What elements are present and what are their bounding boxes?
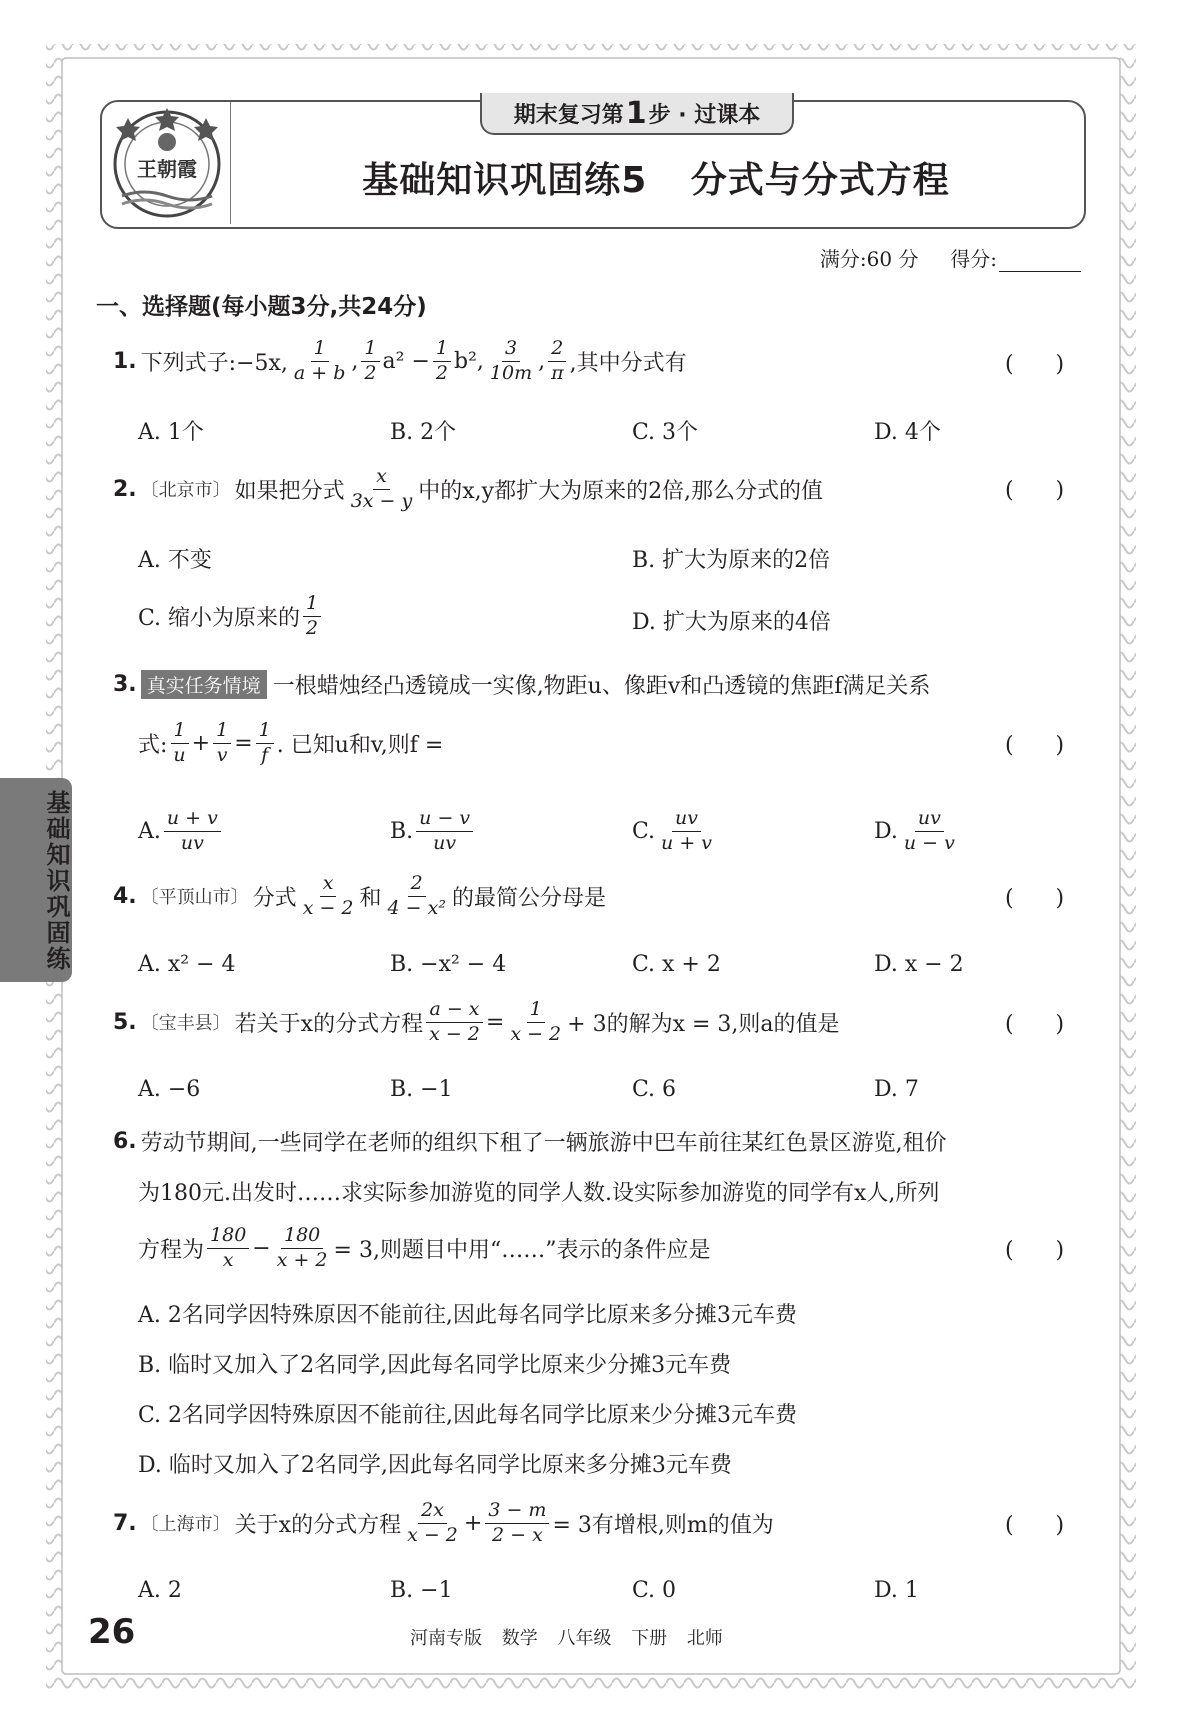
fraction xyxy=(548,338,567,385)
question-text: ,其中分式有 xyxy=(569,350,687,376)
numerator: 1 xyxy=(303,593,321,617)
fraction xyxy=(416,808,473,855)
option-a[interactable] xyxy=(138,808,224,855)
numerator: 3 xyxy=(502,338,520,362)
option-c[interactable]: C. 2名同学因特殊原因不能前往,因此每名同学比原来少分摊3元车费 xyxy=(138,1403,798,1428)
answer-blank[interactable]: ( ) xyxy=(1005,1238,1065,1263)
numerator: x xyxy=(320,873,337,897)
numerator: 2x xyxy=(418,1500,447,1524)
question-text: 式: xyxy=(138,732,168,758)
question-text: 中的x,y都扩大为原来的2倍,那么分式的值 xyxy=(418,478,824,504)
source-tag: 〔平顶山市〕 xyxy=(140,887,249,909)
answer-blank[interactable]: ( ) xyxy=(1005,733,1065,758)
question-number: 5. xyxy=(113,1009,137,1035)
denominator: x − 2 xyxy=(429,1022,480,1045)
question-text: . 已知u和v,则f = xyxy=(276,732,444,758)
fraction xyxy=(385,873,449,920)
fraction xyxy=(164,808,221,855)
question-number: 2. xyxy=(113,476,137,502)
option-c[interactable]: C. x + 2 xyxy=(632,952,721,977)
question-2 xyxy=(113,466,823,513)
numerator: 3 − m xyxy=(485,1500,549,1524)
fraction xyxy=(433,338,451,385)
section-title: 一、选择题(每小题3分,共24分) xyxy=(96,294,427,320)
question-text: 若关于x的分式方程 xyxy=(234,1011,424,1037)
question-6-line-3 xyxy=(138,1225,710,1272)
operator: + xyxy=(463,1510,483,1536)
scenario-tag: 真实任务情境 xyxy=(141,670,267,699)
question-4 xyxy=(113,873,606,920)
fraction xyxy=(426,999,483,1046)
score-label: 得分: xyxy=(950,247,997,271)
numerator: x xyxy=(373,466,390,490)
option-a[interactable]: A. x² − 4 xyxy=(138,952,236,977)
question-3 xyxy=(113,669,930,700)
fraction xyxy=(485,1500,549,1547)
question-text: 如果把分式 xyxy=(234,478,345,504)
denominator: 2 xyxy=(435,361,448,384)
fraction xyxy=(291,338,349,385)
denominator: v xyxy=(216,743,228,766)
source-tag: 〔上海市〕 xyxy=(140,1514,231,1536)
option-b[interactable] xyxy=(390,808,476,855)
option-b[interactable]: B. −1 xyxy=(390,1077,453,1102)
operator: = xyxy=(234,730,253,756)
option-label: B. xyxy=(390,818,414,844)
tab-step-number: 1 xyxy=(625,95,647,131)
page-number: 26 xyxy=(88,1612,136,1652)
operator: − xyxy=(252,1235,271,1261)
denominator: x − 2 xyxy=(302,896,354,919)
tab-suffix: 步 · 过课本 xyxy=(648,102,761,128)
fraction xyxy=(213,720,231,767)
question-7 xyxy=(113,1500,774,1547)
answer-blank[interactable]: ( ) xyxy=(1005,886,1065,911)
side-tab-label: 基础知识巩固练 xyxy=(42,790,70,972)
fraction xyxy=(901,808,958,855)
fraction xyxy=(404,1500,461,1547)
option-a[interactable]: A. 2 xyxy=(138,1578,182,1603)
question-text: , xyxy=(538,348,546,374)
question-5 xyxy=(113,999,840,1046)
question-number: 6. xyxy=(113,1129,137,1154)
fraction xyxy=(487,338,535,385)
denominator: π xyxy=(551,361,564,384)
denominator: uv xyxy=(180,831,204,854)
fraction xyxy=(361,338,379,385)
answer-blank[interactable]: ( ) xyxy=(1005,1513,1065,1538)
denominator: 4 − x² xyxy=(387,896,446,919)
option-d[interactable] xyxy=(874,808,961,855)
option-d[interactable]: D. 扩大为原来的4倍 xyxy=(632,610,831,635)
denominator: 2 xyxy=(306,616,319,639)
numerator: 1 xyxy=(433,338,451,362)
option-b[interactable]: B. 临时又加入了2名同学,因此每名同学比原来少分摊3元车费 xyxy=(138,1353,732,1378)
numerator: u + v xyxy=(164,808,221,832)
question-6 xyxy=(113,1126,947,1157)
question-text: b², xyxy=(453,348,484,374)
fraction xyxy=(658,808,715,855)
question-text: 一根蜡烛经凸透镜成一实像,物距u、像距v和凸透镜的焦距f满足关系 xyxy=(272,674,931,699)
question-text: + 3的解为x = 3,则a的值是 xyxy=(567,1011,840,1037)
question-text: 分式 xyxy=(252,885,297,911)
numerator: uv xyxy=(672,808,701,832)
fraction xyxy=(303,593,321,640)
question-number: 1. xyxy=(113,348,137,374)
question-text: a² − xyxy=(382,348,430,374)
option-b[interactable]: B. 2个 xyxy=(390,420,457,445)
numerator: uv xyxy=(915,808,944,832)
option-c[interactable] xyxy=(632,808,718,855)
denominator: 2 xyxy=(364,361,377,384)
fraction xyxy=(256,720,274,767)
denominator: x − 2 xyxy=(510,1022,562,1045)
question-text: 方程为 xyxy=(138,1237,205,1263)
svg-text:王朝霞: 王朝霞 xyxy=(137,157,197,181)
question-text: 和 xyxy=(359,885,382,911)
option-b[interactable]: B. −1 xyxy=(390,1578,453,1603)
numerator: 1 xyxy=(256,720,274,744)
numerator: 1 xyxy=(311,338,329,362)
denominator: 3x − y xyxy=(350,489,413,512)
option-b[interactable]: B. 扩大为原来的2倍 xyxy=(632,548,831,573)
score-line xyxy=(820,243,1081,272)
question-text: = 3,则题目中用“……”表示的条件应是 xyxy=(333,1237,711,1263)
numerator: a − x xyxy=(426,999,482,1023)
option-a[interactable]: A. 1个 xyxy=(138,420,204,445)
numerator: 180 xyxy=(207,1225,249,1249)
denominator: x − 2 xyxy=(407,1523,458,1546)
numerator: 2 xyxy=(408,873,426,897)
option-a[interactable]: A. 不变 xyxy=(138,548,212,573)
option-c[interactable]: C. 3个 xyxy=(632,420,699,445)
answer-blank[interactable]: ( ) xyxy=(1005,352,1065,377)
option-a[interactable]: A. 2名同学因特殊原因不能前往,因此每名同学比原来多分摊3元车费 xyxy=(138,1303,797,1328)
option-c[interactable]: C. 6 xyxy=(632,1077,677,1102)
numerator: 1 xyxy=(527,999,545,1023)
fraction xyxy=(170,720,188,767)
score-blank[interactable] xyxy=(999,251,1081,272)
option-a[interactable]: A. −6 xyxy=(138,1077,201,1102)
question-3-line-2 xyxy=(138,720,443,767)
denominator: 2 − x xyxy=(491,1523,543,1546)
numerator: 180 xyxy=(281,1225,323,1249)
question-1 xyxy=(113,338,687,385)
review-step-tab xyxy=(480,93,794,135)
option-b[interactable]: B. −x² − 4 xyxy=(390,952,507,977)
fraction xyxy=(348,466,416,513)
denominator: u − v xyxy=(903,831,955,854)
option-d[interactable]: D. 临时又加入了2名同学,因此每名同学比原来多分摊3元车费 xyxy=(138,1453,732,1478)
option-c[interactable] xyxy=(138,593,324,640)
tab-prefix: 期末复习第 xyxy=(513,102,624,128)
option-label: C. xyxy=(632,818,656,844)
full-score: 满分:60 分 xyxy=(819,247,919,271)
denominator: uv xyxy=(433,831,457,854)
numerator: 1 xyxy=(213,720,231,744)
question-number: 4. xyxy=(113,883,137,909)
numerator: 1 xyxy=(361,338,379,362)
denominator: u + v xyxy=(661,831,713,854)
source-tag: 〔北京市〕 xyxy=(140,480,231,502)
question-text: , xyxy=(351,348,359,374)
denominator: x xyxy=(222,1248,234,1271)
fraction xyxy=(507,999,564,1046)
numerator: 1 xyxy=(171,720,189,744)
question-text: 的最简公分母是 xyxy=(451,885,606,911)
option-label: D. xyxy=(874,818,898,844)
option-c[interactable]: C. 0 xyxy=(632,1578,677,1603)
question-text: 关于x的分式方程 xyxy=(234,1512,402,1538)
option-d[interactable]: D. 7 xyxy=(874,1077,919,1102)
option-label: A. xyxy=(138,818,161,844)
fraction xyxy=(274,1225,331,1272)
option-d[interactable]: D. x − 2 xyxy=(874,952,964,977)
fraction xyxy=(207,1225,249,1272)
denominator: 10m xyxy=(489,361,533,384)
denominator: f xyxy=(261,743,269,766)
denominator: a + b xyxy=(293,361,346,384)
question-6-line-2: 为180元.出发时……求实际参加游览的同学人数.设实际参加游览的同学有x人,所列 xyxy=(138,1181,940,1206)
source-tag: 〔宝丰县〕 xyxy=(140,1013,231,1035)
denominator: x + 2 xyxy=(276,1248,328,1271)
operator: + xyxy=(191,730,211,756)
question-text: = 3有增根,则m的值为 xyxy=(552,1512,774,1538)
fraction xyxy=(300,873,357,920)
denominator: u xyxy=(173,743,186,766)
option-d[interactable]: D. 1 xyxy=(874,1578,919,1603)
footer-info: 河南专版 数学 八年级 下册 北师 xyxy=(410,1628,723,1649)
question-text: 下列式子:−5x, xyxy=(140,350,288,376)
question-number: 7. xyxy=(113,1510,137,1536)
question-number: 3. xyxy=(113,672,137,697)
publisher-logo xyxy=(108,104,226,222)
numerator: 2 xyxy=(548,338,566,362)
numerator: u − v xyxy=(416,808,473,832)
answer-blank[interactable]: ( ) xyxy=(1005,1012,1065,1037)
option-d[interactable]: D. 4个 xyxy=(874,420,941,445)
page-title: 基础知识巩固练5 分式与分式方程 xyxy=(362,160,950,201)
question-text: 劳动节期间,一些同学在老师的组织下租了一辆旅游中巴车前往某红色景区游览,租价 xyxy=(140,1131,947,1156)
operator: = xyxy=(485,1009,505,1035)
option-text: C. 缩小为原来的 xyxy=(138,605,301,631)
answer-blank[interactable]: ( ) xyxy=(1005,478,1065,503)
